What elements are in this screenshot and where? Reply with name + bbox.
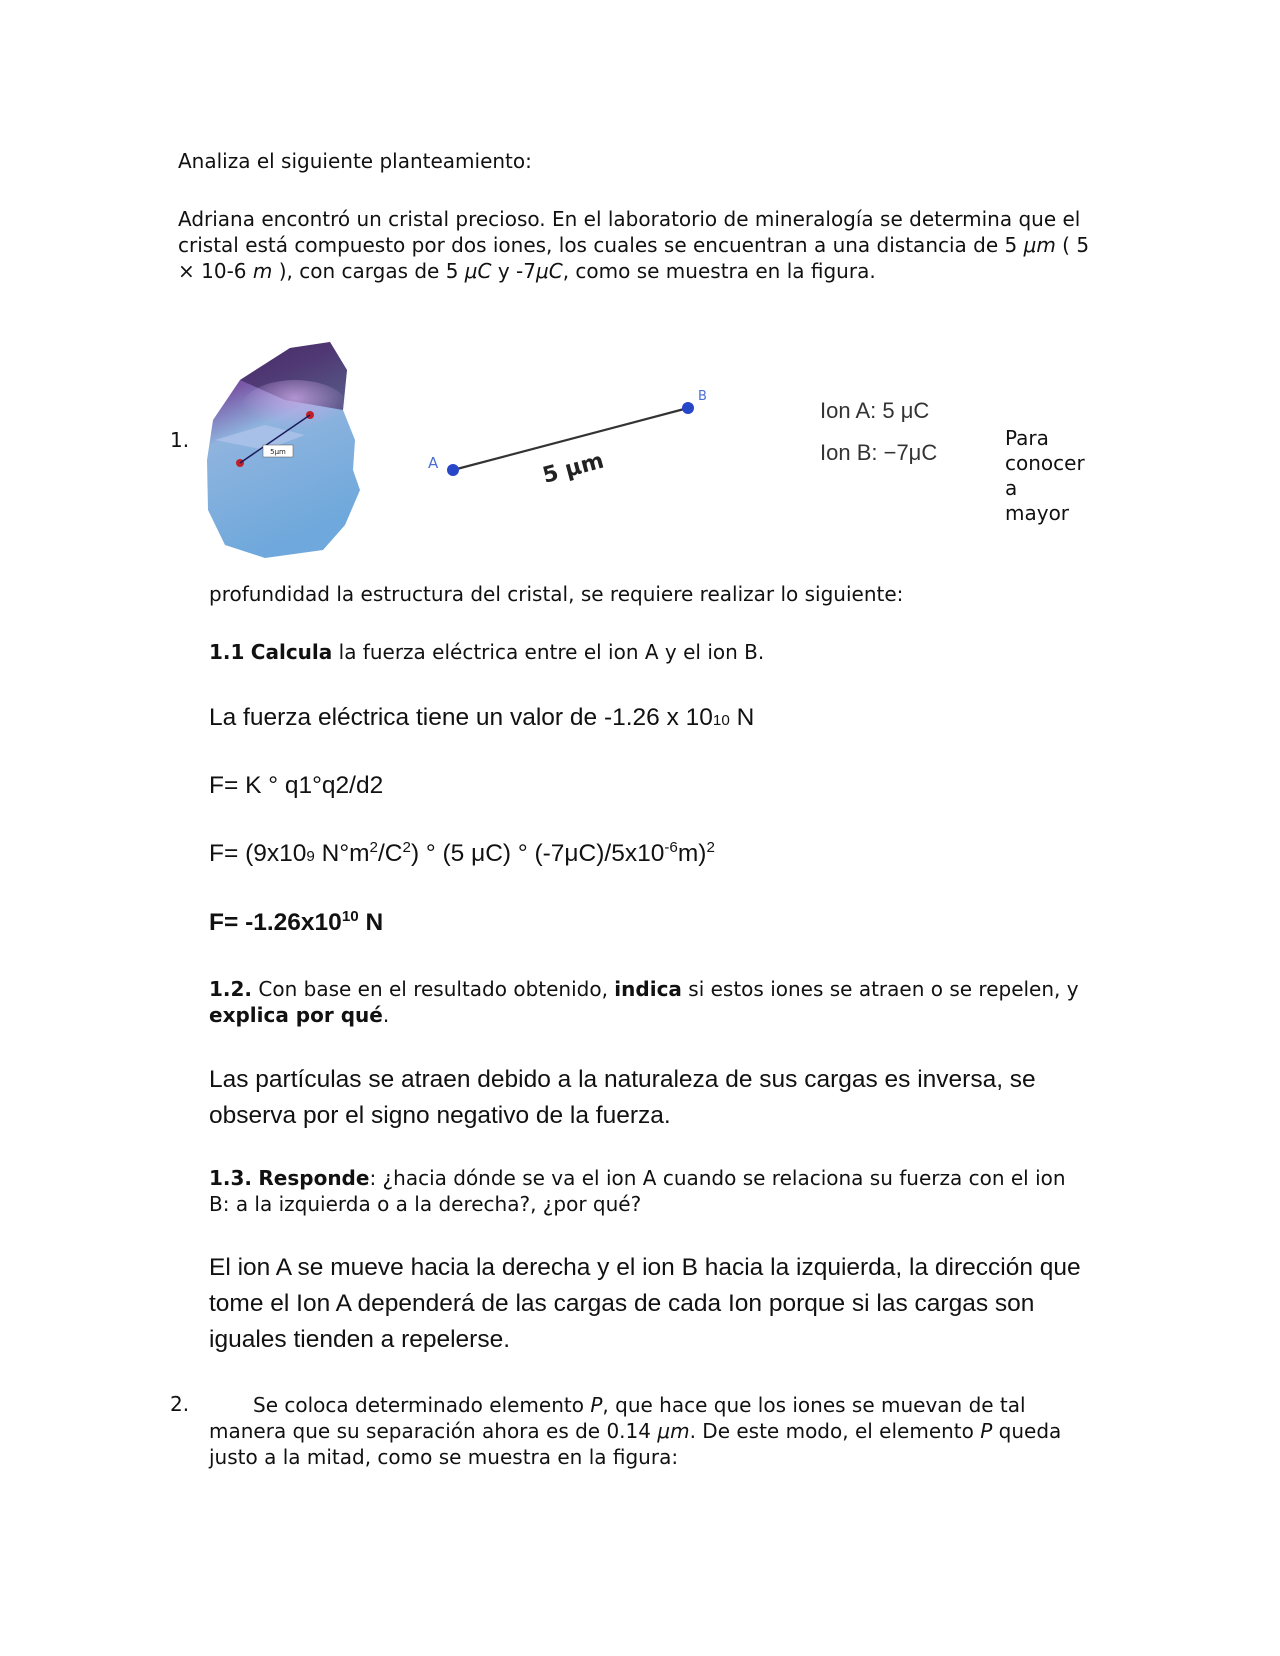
answer-1-3: El ion A se mueve hacia la derecha y el ion B hacia la izquierda, la dirección que tome el Ion A dependerá de las cargas de cada Ion porque si las cargas son iguales tienden a repelerse. <box>209 1254 1081 1353</box>
ion-distance-diagram <box>415 375 735 495</box>
ion-a-charge: Ion A: 5 μC <box>820 398 930 423</box>
answer-1-2: Las partículas se atraen debido a la naturaleza de sus cargas es inversa, se observa por el signo negativo de la fuerza. <box>209 1066 1036 1129</box>
question-1-2: 1.2. Con base en el resultado obtenido, indica si estos iones se atraen o se repelen, y explica por qué. <box>209 977 1079 1027</box>
ion-b-charge: Ion B: −7μC <box>820 440 938 465</box>
point-b-label: B <box>698 389 707 404</box>
intro-text: Analiza el siguiente planteamiento: <box>178 149 532 173</box>
question-2: Se coloca determinado elemento P, que hace que los iones se muevan de tal manera que su separación ahora es de 0.14 μm. De este modo, el elemento P queda justo a la mitad, como se muestra en la figura: <box>209 1393 1062 1469</box>
side-text: Para conocer a mayor <box>1005 426 1085 525</box>
formula-result: $F= -1.26x10^{10}$ N <box>209 907 384 936</box>
formula-substitution: F= (9x109 $N^\circ m^2/C^2$) ° (5 μC) ° $(-7\mu C)/5x10^{-6}m)^2$ <box>209 838 715 867</box>
question-1-continuation: profundidad la estructura del cristal, se requiere realizar lo siguiente: <box>209 582 904 606</box>
crystal-distance-label: 5μm <box>270 448 286 456</box>
point-a-label: A <box>428 454 439 472</box>
answer-1-1: La fuerza eléctrica tiene un valor de -1.26 x 1010 N <box>209 704 755 731</box>
question-1-3: 1.3. Responde: ¿hacia dónde se va el ion A cuando se relaciona su fuerza con el ion B: a la izquierda o a la derecha?, ¿por qué? <box>209 1166 1066 1216</box>
ion-charges-legend <box>820 390 937 474</box>
distance-label: 5 μm <box>540 448 607 489</box>
question-2-number: 2. <box>170 1392 190 1416</box>
point-b-marker <box>682 402 694 414</box>
question-1-number: 1. <box>170 428 190 452</box>
formula: F= K ° q1°q2/d2 <box>209 772 384 799</box>
question-1-1: 1.1 Calcula la fuerza eléctrica entre el ion A y el ion B. <box>209 640 765 664</box>
point-a-marker <box>447 464 459 476</box>
problem-statement: Adriana encontró un cristal precioso. En el laboratorio de mineralogía se determina que el cristal está compuesto por dos iones, los cuales se encuentran a una distancia de 5 μm ( 5 × 10-6 m ), con cargas de 5 μC y -7μC, como se muestra en la figura. <box>178 207 1090 283</box>
crystal-image <box>205 340 365 560</box>
